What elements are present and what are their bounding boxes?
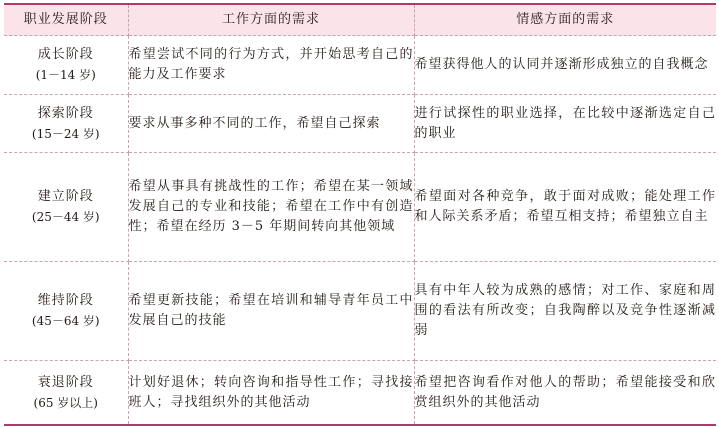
table-row — [4, 36, 716, 95]
stage-age-range: (65 岁以上) — [33, 395, 98, 410]
work-needs-cell: 希望尝试不同的行为方式，并开始思考自己的能力及工作要求 — [128, 36, 414, 95]
work-needs-cell: 希望从事具有挑战性的工作；希望在某一领域发展自己的专业和技能；希望在工作中有创造性；希望在经历 3－5 年期间转向其他领域 — [128, 153, 414, 262]
stage-cell — [4, 95, 128, 153]
stage-age-range: (25－44 岁) — [31, 210, 100, 225]
stage-cell — [4, 153, 128, 262]
stage-name: 成长阶段 — [37, 47, 94, 63]
header-row — [4, 4, 716, 36]
header-emotional-needs: 情感方面的需求 — [414, 4, 716, 36]
stage-age-range: (1－14 岁) — [35, 68, 96, 83]
emotional-needs-cell: 希望面对各种竞争，敢于面对成败；能处理工作和人际关系矛盾；希望互相支持；希望独立自主 — [414, 153, 716, 262]
work-needs-cell: 计划好退休；转向咨询和指导性工作；寻找接班人；寻找组织外的其他活动 — [128, 361, 414, 425]
career-stage-needs-table — [4, 3, 716, 426]
stage-cell — [4, 36, 128, 95]
stage-name: 探索阶段 — [37, 105, 94, 121]
table-row — [4, 361, 716, 425]
emotional-needs-cell: 具有中年人较为成熟的感情；对工作、家庭和周围的看法有所改变；自我陶醉以及竞争性逐渐减弱 — [414, 262, 716, 361]
table-row — [4, 262, 716, 361]
emotional-needs-cell: 希望把咨询看作对他人的帮助；希望能接受和欣赏组织外的其他活动 — [414, 361, 716, 425]
stage-cell — [4, 361, 128, 425]
emotional-needs-cell: 希望获得他人的认同并逐渐形成独立的自我概念 — [414, 36, 716, 95]
work-needs-cell: 希望更新技能；希望在培训和辅导青年员工中发展自己的技能 — [128, 262, 414, 361]
emotional-needs-cell: 进行试探性的职业选择，在比较中逐渐选定自己的职业 — [414, 95, 716, 153]
stage-age-range: (45－64 岁) — [31, 314, 100, 329]
work-needs-cell: 要求从事多种不同的工作，希望自己探索 — [128, 95, 414, 153]
header-work-needs: 工作方面的需求 — [128, 4, 414, 36]
stage-age-range: (15－24 岁) — [31, 126, 100, 141]
stage-name: 衰退阶段 — [37, 374, 94, 390]
stage-name: 建立阶段 — [37, 189, 94, 205]
table-row — [4, 95, 716, 153]
table-row — [4, 153, 716, 262]
header-stage: 职业发展阶段 — [4, 4, 128, 36]
stage-cell — [4, 262, 128, 361]
stage-name: 维持阶段 — [37, 293, 94, 309]
